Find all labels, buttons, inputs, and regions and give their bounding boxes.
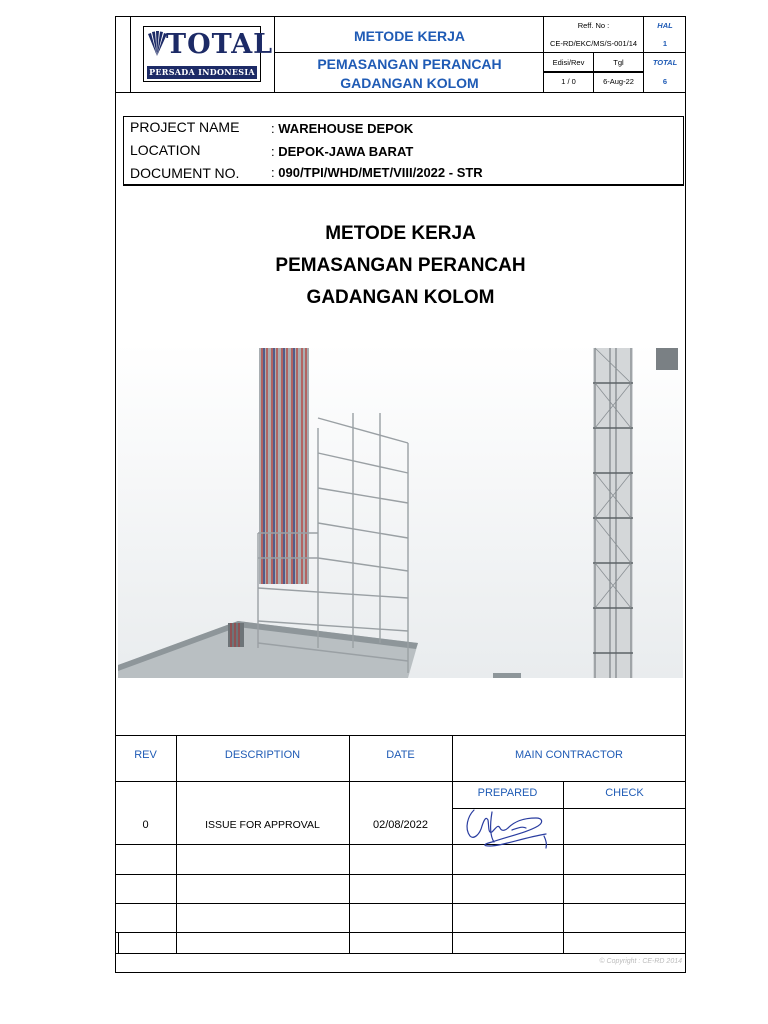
table-header-divider xyxy=(115,781,686,782)
col-main-contractor-header: MAIN CONTRACTOR xyxy=(515,749,623,761)
table-col-divider xyxy=(176,735,177,953)
meta-divider xyxy=(544,72,644,73)
doc-title-line-2: PEMASANGAN PERANCAH xyxy=(275,255,526,276)
sunburst-icon xyxy=(146,30,168,56)
row-description: ISSUE FOR APPROVAL xyxy=(205,819,320,831)
col-date-header: DATE xyxy=(386,749,415,761)
tgl-label: Tgl xyxy=(594,53,644,72)
rebar-cage xyxy=(259,348,309,584)
header-title-line-1: PEMASANGAN PERANCAH xyxy=(317,56,502,72)
row-rev: 0 xyxy=(142,819,149,831)
col-prepared-header: PREPARED xyxy=(477,787,538,799)
logo-subtitle: PERSADA INDONESIA xyxy=(147,66,257,79)
edisi-label: Edisi/Rev xyxy=(544,53,594,72)
copyright-note: © Copyright : CE-RD 2014 xyxy=(599,958,682,965)
total-label: TOTAL xyxy=(652,58,678,67)
project-name-label: PROJECT NAME xyxy=(130,119,240,135)
ref-label: Reff. No : xyxy=(544,16,644,35)
table-row-divider xyxy=(115,874,686,875)
project-name-value xyxy=(271,119,413,139)
edisi-value: 1 / 0 xyxy=(544,72,594,93)
col-check-header: CHECK xyxy=(605,787,644,799)
ref-value: CE-RD/EKC/MS/S-001/14 xyxy=(544,35,644,53)
table-col-divider xyxy=(118,932,119,953)
colon: : xyxy=(271,121,275,136)
doc-title-line-1: METODE KERJA xyxy=(325,223,476,244)
col-rev-header: REV xyxy=(134,749,157,761)
header-title-bottom xyxy=(275,53,544,93)
doc-title-line-3: GADANGAN KOLOM xyxy=(306,287,495,308)
colon: : xyxy=(271,165,275,180)
location-text: DEPOK-JAWA BARAT xyxy=(278,144,414,159)
table-row-divider xyxy=(115,932,686,933)
logo-wordmark: TOTAL xyxy=(166,29,274,60)
table-row-divider xyxy=(115,844,686,845)
location-value xyxy=(271,142,413,162)
project-name-text: WAREHOUSE DEPOK xyxy=(278,121,414,136)
document-number-value xyxy=(271,163,483,183)
table-col-divider xyxy=(452,735,453,953)
colon: : xyxy=(271,144,275,159)
table-col-divider xyxy=(349,735,350,953)
document-number-text: 090/TPI/WHD/MET/VIII/2022 - STR xyxy=(278,165,483,180)
table-row-divider xyxy=(115,903,686,904)
table-bottom-border xyxy=(115,953,686,954)
table-col-divider xyxy=(563,781,564,953)
col-description-header: DESCRIPTION xyxy=(224,749,301,761)
hal-value: 1 xyxy=(644,35,686,53)
crane-mast xyxy=(593,348,633,678)
tgl-value: 6-Aug-22 xyxy=(594,72,644,93)
header-title-line-2: GADANGAN KOLOM xyxy=(340,75,479,91)
table-top-border xyxy=(115,735,686,736)
signature xyxy=(462,806,552,852)
hal-label: HAL xyxy=(657,21,673,30)
header-title-top: METODE KERJA xyxy=(275,16,544,53)
row-date: 02/08/2022 xyxy=(372,819,429,831)
total-value: 6 xyxy=(662,77,668,86)
document-number-label: DOCUMENT NO. xyxy=(130,165,240,181)
scaffolding-illustration xyxy=(118,343,683,678)
location-label: LOCATION xyxy=(130,142,201,158)
